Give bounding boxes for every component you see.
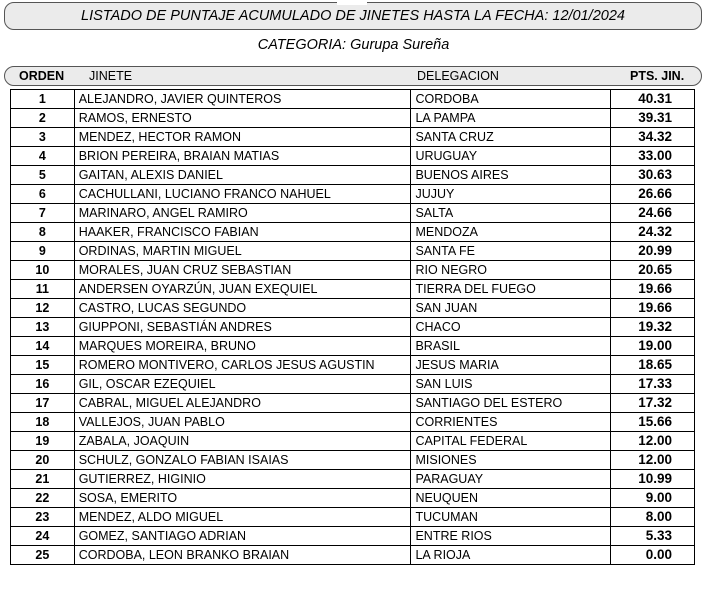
cell-jinete: CORDOBA, LEON BRANKO BRAIAN bbox=[74, 546, 411, 565]
cell-orden: 8 bbox=[11, 223, 75, 242]
cell-puntos: 26.66 bbox=[611, 185, 695, 204]
cell-jinete: GOMEZ, SANTIAGO ADRIAN bbox=[74, 527, 411, 546]
cell-jinete: ANDERSEN OYARZÚN, JUAN EXEQUIEL bbox=[74, 280, 411, 299]
cell-orden: 21 bbox=[11, 470, 75, 489]
cell-orden: 20 bbox=[11, 451, 75, 470]
cell-orden: 17 bbox=[11, 394, 75, 413]
cell-puntos: 17.33 bbox=[611, 375, 695, 394]
cell-delegacion: BRASIL bbox=[411, 337, 611, 356]
cell-puntos: 15.66 bbox=[611, 413, 695, 432]
cell-puntos: 19.66 bbox=[611, 280, 695, 299]
cell-delegacion: RIO NEGRO bbox=[411, 261, 611, 280]
cell-jinete: MENDEZ, HECTOR RAMON bbox=[74, 128, 411, 147]
cell-puntos: 24.66 bbox=[611, 204, 695, 223]
cell-orden: 6 bbox=[11, 185, 75, 204]
cell-orden: 25 bbox=[11, 546, 75, 565]
cell-orden: 12 bbox=[11, 299, 75, 318]
cell-jinete: BRION PEREIRA, BRAIAN MATIAS bbox=[74, 147, 411, 166]
cell-jinete: ALEJANDRO, JAVIER QUINTEROS bbox=[74, 90, 411, 109]
cell-puntos: 5.33 bbox=[611, 527, 695, 546]
cell-jinete: SCHULZ, GONZALO FABIAN ISAIAS bbox=[74, 451, 411, 470]
cell-orden: 10 bbox=[11, 261, 75, 280]
cell-orden: 23 bbox=[11, 508, 75, 527]
table-header-bar bbox=[4, 66, 702, 86]
cell-orden: 16 bbox=[11, 375, 75, 394]
cell-delegacion: JESUS MARIA bbox=[411, 356, 611, 375]
cell-orden: 2 bbox=[11, 109, 75, 128]
title-notch bbox=[337, 0, 367, 5]
cell-jinete: CACHULLANI, LUCIANO FRANCO NAHUEL bbox=[74, 185, 411, 204]
cell-jinete: CASTRO, LUCAS SEGUNDO bbox=[74, 299, 411, 318]
cell-jinete: CABRAL, MIGUEL ALEJANDRO bbox=[74, 394, 411, 413]
table-row bbox=[11, 242, 695, 261]
cell-jinete: GAITAN, ALEXIS DANIEL bbox=[74, 166, 411, 185]
cell-orden: 15 bbox=[11, 356, 75, 375]
cell-orden: 5 bbox=[11, 166, 75, 185]
table-row bbox=[11, 451, 695, 470]
table-row bbox=[11, 185, 695, 204]
table-row bbox=[11, 394, 695, 413]
cell-delegacion: SAN LUIS bbox=[411, 375, 611, 394]
cell-delegacion: SALTA bbox=[411, 204, 611, 223]
table-row bbox=[11, 527, 695, 546]
table-row bbox=[11, 546, 695, 565]
cell-jinete: MENDEZ, ALDO MIGUEL bbox=[74, 508, 411, 527]
cell-orden: 3 bbox=[11, 128, 75, 147]
cell-orden: 18 bbox=[11, 413, 75, 432]
column-header-delegacion: DELEGACION bbox=[417, 69, 499, 83]
cell-delegacion: SANTA FE bbox=[411, 242, 611, 261]
report-title: LISTADO DE PUNTAJE ACUMULADO DE JINETES HASTA LA FECHA: 12/01/2024 bbox=[81, 8, 625, 24]
cell-delegacion: CORDOBA bbox=[411, 90, 611, 109]
cell-jinete: VALLEJOS, JUAN PABLO bbox=[74, 413, 411, 432]
cell-orden: 24 bbox=[11, 527, 75, 546]
cell-jinete: RAMOS, ERNESTO bbox=[74, 109, 411, 128]
table-row bbox=[11, 375, 695, 394]
cell-puntos: 20.99 bbox=[611, 242, 695, 261]
cell-orden: 14 bbox=[11, 337, 75, 356]
ranking-table bbox=[10, 89, 695, 565]
cell-delegacion: SANTA CRUZ bbox=[411, 128, 611, 147]
cell-orden: 9 bbox=[11, 242, 75, 261]
cell-jinete: GUTIERREZ, HIGINIO bbox=[74, 470, 411, 489]
table-row bbox=[11, 147, 695, 166]
cell-puntos: 40.31 bbox=[611, 90, 695, 109]
table-row bbox=[11, 413, 695, 432]
table-row bbox=[11, 337, 695, 356]
cell-puntos: 19.00 bbox=[611, 337, 695, 356]
table-row bbox=[11, 223, 695, 242]
cell-delegacion: SANTIAGO DEL ESTERO bbox=[411, 394, 611, 413]
cell-delegacion: MISIONES bbox=[411, 451, 611, 470]
cell-puntos: 39.31 bbox=[611, 109, 695, 128]
cell-jinete: ROMERO MONTIVERO, CARLOS JESUS AGUSTIN bbox=[74, 356, 411, 375]
cell-jinete: ORDINAS, MARTIN MIGUEL bbox=[74, 242, 411, 261]
cell-orden: 19 bbox=[11, 432, 75, 451]
cell-jinete: ZABALA, JOAQUIN bbox=[74, 432, 411, 451]
ranking-table-body bbox=[11, 90, 695, 565]
cell-delegacion: LA PAMPA bbox=[411, 109, 611, 128]
cell-puntos: 19.66 bbox=[611, 299, 695, 318]
cell-puntos: 0.00 bbox=[611, 546, 695, 565]
cell-delegacion: CHACO bbox=[411, 318, 611, 337]
cell-jinete: GIL, OSCAR EZEQUIEL bbox=[74, 375, 411, 394]
table-row bbox=[11, 166, 695, 185]
cell-puntos: 10.99 bbox=[611, 470, 695, 489]
cell-puntos: 18.65 bbox=[611, 356, 695, 375]
table-row bbox=[11, 508, 695, 527]
cell-delegacion: CORRIENTES bbox=[411, 413, 611, 432]
cell-puntos: 34.32 bbox=[611, 128, 695, 147]
category-subtitle: CATEGORIA: Gurupa Sureña bbox=[257, 37, 450, 53]
table-row bbox=[11, 489, 695, 508]
cell-delegacion: LA RIOJA bbox=[411, 546, 611, 565]
cell-orden: 22 bbox=[11, 489, 75, 508]
cell-delegacion: NEUQUEN bbox=[411, 489, 611, 508]
cell-puntos: 33.00 bbox=[611, 147, 695, 166]
column-header-orden: ORDEN bbox=[19, 69, 65, 83]
table-row bbox=[11, 109, 695, 128]
cell-puntos: 8.00 bbox=[611, 508, 695, 527]
cell-delegacion: TIERRA DEL FUEGO bbox=[411, 280, 611, 299]
cell-delegacion: ENTRE RIOS bbox=[411, 527, 611, 546]
cell-jinete: GIUPPONI, SEBASTIÁN ANDRES bbox=[74, 318, 411, 337]
cell-orden: 4 bbox=[11, 147, 75, 166]
cell-delegacion: SAN JUAN bbox=[411, 299, 611, 318]
table-row bbox=[11, 90, 695, 109]
cell-puntos: 17.32 bbox=[611, 394, 695, 413]
cell-jinete: SOSA, EMERITO bbox=[74, 489, 411, 508]
cell-jinete: HAAKER, FRANCISCO FABIAN bbox=[74, 223, 411, 242]
table-row bbox=[11, 318, 695, 337]
cell-delegacion: JUJUY bbox=[411, 185, 611, 204]
cell-delegacion: TUCUMAN bbox=[411, 508, 611, 527]
cell-delegacion: PARAGUAY bbox=[411, 470, 611, 489]
cell-jinete: MARQUES MOREIRA, BRUNO bbox=[74, 337, 411, 356]
cell-delegacion: BUENOS AIRES bbox=[411, 166, 611, 185]
table-row bbox=[11, 261, 695, 280]
table-row bbox=[11, 432, 695, 451]
cell-orden: 7 bbox=[11, 204, 75, 223]
cell-orden: 13 bbox=[11, 318, 75, 337]
cell-puntos: 9.00 bbox=[611, 489, 695, 508]
cell-orden: 11 bbox=[11, 280, 75, 299]
cell-delegacion: MENDOZA bbox=[411, 223, 611, 242]
cell-puntos: 30.63 bbox=[611, 166, 695, 185]
cell-puntos: 12.00 bbox=[611, 451, 695, 470]
cell-jinete: MARINARO, ANGEL RAMIRO bbox=[74, 204, 411, 223]
table-row bbox=[11, 128, 695, 147]
cell-delegacion: CAPITAL FEDERAL bbox=[411, 432, 611, 451]
cell-puntos: 12.00 bbox=[611, 432, 695, 451]
column-header-puntos: PTS. JIN. bbox=[630, 69, 685, 83]
cell-orden: 1 bbox=[11, 90, 75, 109]
table-row bbox=[11, 280, 695, 299]
table-row bbox=[11, 470, 695, 489]
cell-puntos: 24.32 bbox=[611, 223, 695, 242]
cell-delegacion: URUGUAY bbox=[411, 147, 611, 166]
column-header-jinete: JINETE bbox=[89, 69, 133, 83]
table-row bbox=[11, 356, 695, 375]
table-row bbox=[11, 299, 695, 318]
cell-jinete: MORALES, JUAN CRUZ SEBASTIAN bbox=[74, 261, 411, 280]
table-row bbox=[11, 204, 695, 223]
cell-puntos: 19.32 bbox=[611, 318, 695, 337]
cell-puntos: 20.65 bbox=[611, 261, 695, 280]
report-title-box bbox=[4, 2, 702, 30]
